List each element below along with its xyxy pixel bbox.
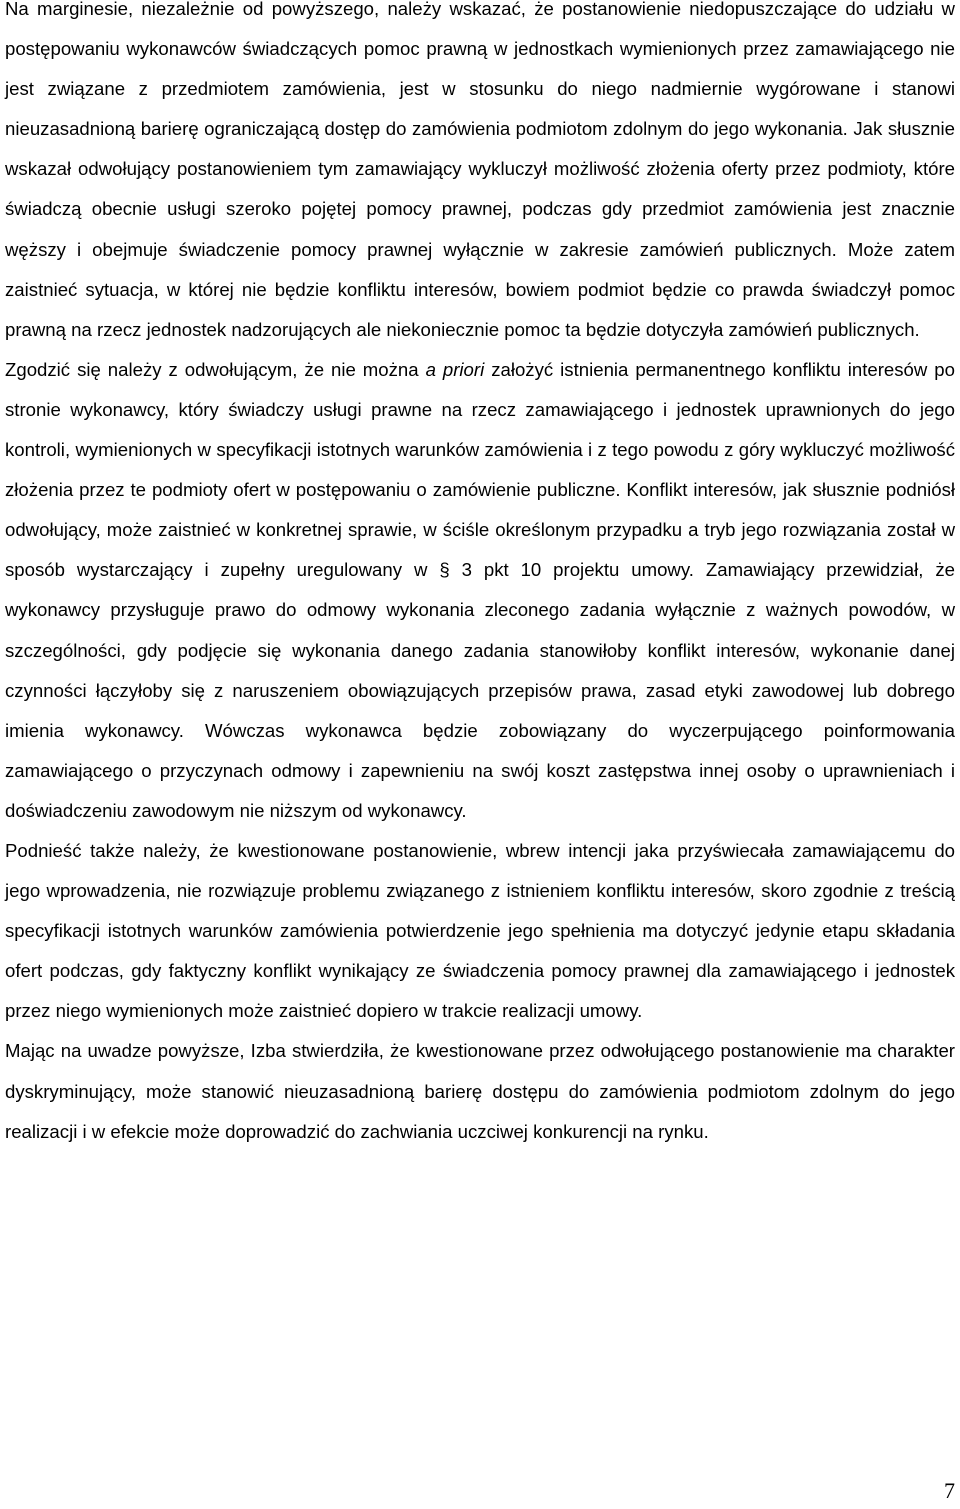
paragraph-3-text: Podnieść także należy, że kwestionowane postanowienie, wbrew intencji jaka przyświecała zamawiającemu do jego wprowadzenia, nie rozwiązuje problemu związanego z istnieniem konfliktu interesów, skoro zgodnie z treścią specyfikacji istotnych warunków zamówienia potwierdzenie jego spełnienia ma dotyczyć jedynie etapu składania ofert podczas, gdy faktyczny konflikt wynikający ze świadczenia pomocy prawnej dla zamawiającego i jednostek przez niego wymienionych może zaistnieć dopiero w trakcie realizacji umowy. — [5, 839, 955, 1022]
paragraph-4 — [5, 1031, 955, 1151]
paragraph-3 — [5, 831, 955, 1031]
paragraph-2-text-start: Zgodzić się należy z odwołującym, że nie można — [5, 358, 426, 380]
paragraph-4-text: Mając na uwadze powyższe, Izba stwierdziła, że kwestionowane przez odwołującego postanowienie ma charakter dyskryminujący, może stanowić nieuzasadnioną barierę dostępu do zamówienia podmiotom zdolnym do jego realizacji i w efekcie może doprowadzić do zachwiania uczciwej konkurencji na rynku. — [5, 1040, 955, 1142]
paragraph-1-text: Na marginesie, niezależnie od powyższego, należy wskazać, że postanowienie niedopuszczające do udziału w postępowaniu wykonawców świadczących pomoc prawną w jednostkach wymienionych przez zamawiającego nie jest związane z przedmiotem zamówienia, jest w stosunku do niego nadmiernie wygórowane i stanowi nieuzasadnioną barierę ograniczającą dostęp do zamówienia podmiotom zdolnym do jego wykonania. Jak słusznie wskazał odwołujący postanowieniem tym zamawiający wykluczył możliwość złożenia oferty przez podmioty, które świadczą obecnie usługi szeroko pojętej pomocy prawnej, podczas gdy przedmiot zamówienia jest znacznie węższy i obejmuje świadczenie pomocy prawnej wyłącznie w zakresie zamówień publicznych. Może zatem zaistnieć sytuacja, w której nie będzie konfliktu interesów, bowiem podmiot będzie co prawda świadczył pomoc prawną na rzecz jednostek nadzorujących ale niekoniecznie pomoc ta będzie dotyczyła zamówień publicznych. — [5, 0, 955, 340]
paragraph-1 — [5, 0, 955, 350]
paragraph-2-text-rest: założyć istnienia permanentnego konfliktu interesów po stronie wykonawcy, który świadczy usługi prawne na rzecz zamawiającego i jednostek uprawnionych do jego kontroli, wymienionych w specyfikacji istotnych warunków zamówienia i z tego powodu z góry wykluczyć możliwość złożenia przez te podmioty ofert w postępowaniu o zamówienie publiczne. Konflikt interesów, jak słusznie podniósł odwołujący, może zaistnieć w konkretnej sprawie, w ściśle określonym przypadku a tryb jego rozwiązania został w sposób wystarczający i zupełny uregulowany w § 3 pkt 10 projektu umowy. Zamawiający przewidział, że wykonawcy przysługuje prawo do odmowy wykonania zleconego zadania wyłącznie z ważnych powodów, w szczególności, gdy podjęcie się wykonania danego zadania stanowiłoby konflikt interesów, wykonanie danej czynności łączyłoby się z naruszeniem obowiązujących przepisów prawa, zasad etyki zawodowej lub dobrego imienia wykonawcy. Wówczas wykonawca będzie zobowiązany do wyczerpującego poinformowania zamawiającego o przyczynach odmowy i zapewnieniu na swój koszt zastępstwa innej osoby o uprawnieniach i doświadczeniu zawodowym nie niższym od wykonawcy. — [5, 358, 955, 821]
page-number: 7 — [944, 1478, 955, 1503]
document-body — [5, 0, 955, 1152]
paragraph-2 — [5, 350, 955, 831]
italic-phrase: a priori — [425, 358, 485, 380]
